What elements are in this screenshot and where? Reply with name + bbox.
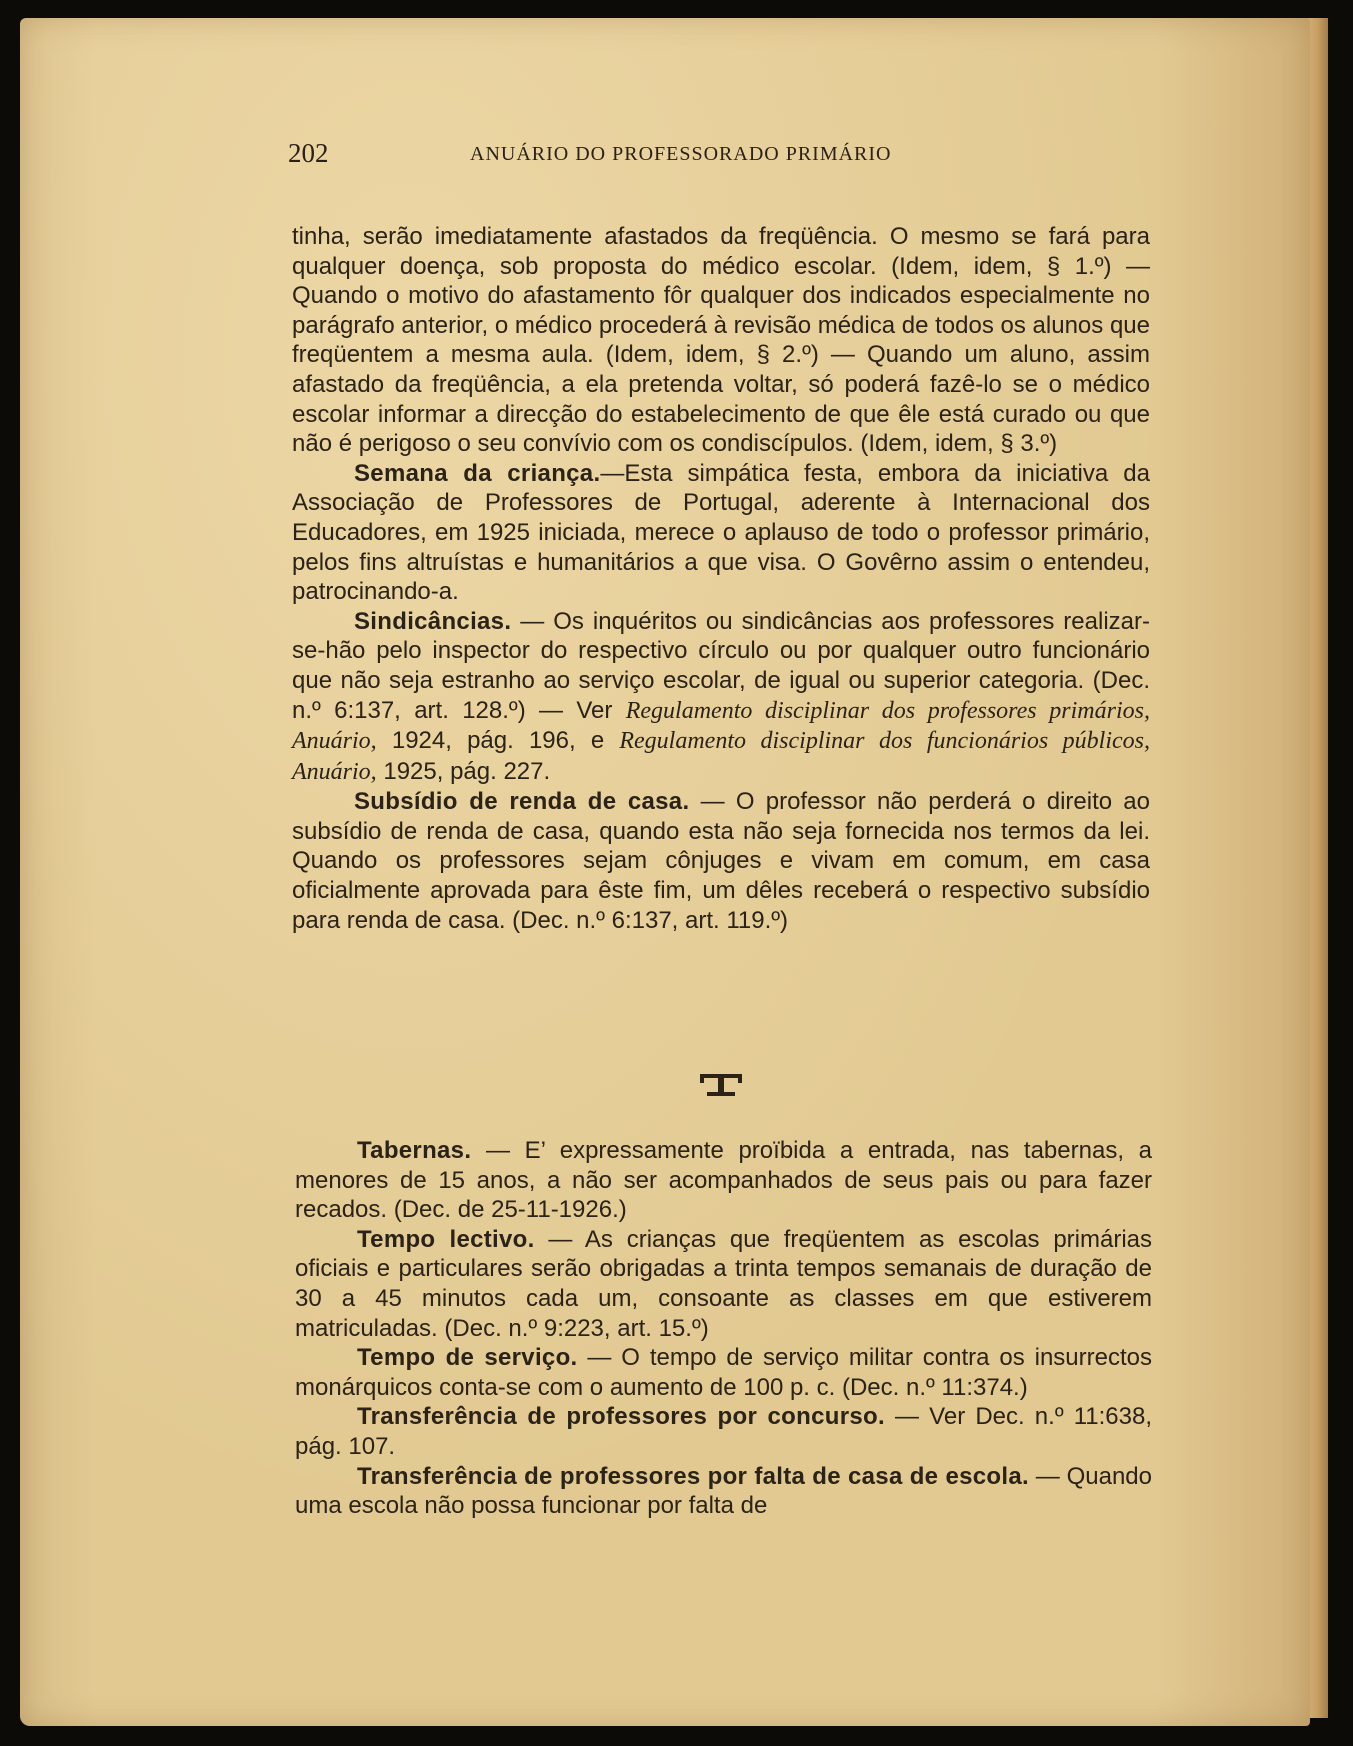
text-block-lower bbox=[295, 1136, 1152, 1521]
entry-text: — Os inquéritos ou sindicâncias aos professores realizar-se-hão pelo inspector do respectivo círculo ou por qualquer outro funcionário que não seja estranho ao serviço escolar, de igual ou superior categoria. (Dec. n.º 6:137, art. 128.º) — Ver bbox=[292, 607, 1150, 724]
paragraph-continuation: tinha, serão imediatamente afastados da freqüência. O mesmo se fará para qualquer doença, sob proposta do médico escolar. (Idem, idem, § 1.º) — Quando o motivo do afastamento fôr qualquer dos indicados especialmente no parágrafo anterior, o médico procederá à revisão médica de todos os alunos que freqüentem a mesma aula. (Idem, idem, § 2.º) — Quando um aluno, assim afastado da freqüência, a ela pretenda voltar, só poderá fazê-lo se o médico escolar informar a direcção do estabelecimento de que êle está curado ou que não é perigoso o seu convívio com os condiscípulos. (Idem, idem, § 3.º) bbox=[292, 223, 1150, 458]
entry-text: — As crianças que freqüentem as escolas primárias oficiais e particulares serão obrigadas a trinta tempos semanais de duração de 30 a 45 minutos cada um, consoante as classes em que estiverem matriculadas. (Dec. n.º 9:223, art. 15.º) bbox=[295, 1225, 1152, 1342]
paragraph-semana-da-crianca bbox=[292, 459, 1150, 607]
entry-text: — O professor não perderá o direito ao subsídio de renda de casa, quando esta não seja fornecida nos termos da lei. Quando os professores sejam cônjuges e vivam em comum, em casa oficialmente aprovada para êste fim, um dêles receberá o respectivo subsídio para renda de casa. (Dec. n.º 6:137, art. 119.º) bbox=[292, 788, 1151, 934]
entry-term: Tabernas. bbox=[357, 1137, 472, 1164]
paragraph-transferencia-concurso bbox=[295, 1402, 1152, 1461]
paragraph-tabernas bbox=[295, 1136, 1152, 1225]
entry-term: Tempo lectivo. bbox=[357, 1225, 535, 1253]
entry-text: 1924, pág. 196, e bbox=[376, 727, 620, 755]
entry-text: —Esta simpática festa, embora da iniciativa da Associação de Professores de Portugal, aderente à Internacional dos Educadores, em 1925 iniciada, merece o aplauso de todo o professor primário, pelos fins altruístas e humanitários a que visa. O Govêrno assim o entendeu, patrocinando-a. bbox=[292, 459, 1150, 606]
paragraph-tempo-de-servico bbox=[295, 1343, 1152, 1402]
entry-text: — Ver Dec. n.º 11:638, pág. 107. bbox=[295, 1403, 1152, 1460]
paragraph-subsidio-de-renda bbox=[292, 787, 1150, 935]
paragraph-sindicancias bbox=[292, 607, 1150, 788]
reference-title: Regulamento disciplinar dos professores primários, Anuário, bbox=[292, 697, 1150, 755]
section-letter-t bbox=[699, 1072, 743, 1100]
reference-title: Regulamento disciplinar dos funcionários públicos, Anuário, bbox=[292, 728, 1151, 785]
page-header bbox=[288, 138, 968, 174]
entry-text: — O tempo de serviço militar contra os insurrectos monárquicos conta-se com o aumento de 100 p. c. (Dec. n.º 11:374.) bbox=[295, 1344, 1152, 1401]
entry-term: Tempo de serviço. bbox=[357, 1344, 578, 1372]
entry-text: 1925, pág. 227. bbox=[376, 757, 551, 785]
entry-text: — Quando uma escola não possa funcionar por falta de bbox=[295, 1462, 1152, 1520]
entry-term: Transferência de professores por concurso. bbox=[357, 1403, 885, 1431]
paragraph-tempo-lectivo bbox=[295, 1225, 1152, 1343]
entry-term: Semana da criança. bbox=[354, 459, 601, 487]
entry-term: Sindicâncias. bbox=[354, 607, 512, 635]
paragraph-transferencia-falta-casa bbox=[295, 1462, 1152, 1521]
section-letter-icon bbox=[699, 1072, 743, 1100]
entry-term: Subsídio de renda de casa. bbox=[354, 788, 690, 816]
running-title: ANUÁRIO DO PROFESSORADO PRIMÁRIO bbox=[470, 143, 892, 165]
entry-text: — E’ expressamente proïbida a entrada, nas tabernas, a menores de 15 anos, a não ser acompanhados de seus pais ou para fazer recados. (Dec. de 25-11-1926.) bbox=[295, 1137, 1152, 1224]
page-number: 202 bbox=[288, 138, 329, 168]
text-block-upper bbox=[292, 222, 1150, 935]
entry-term: Transferência de professores por falta de casa de escola. bbox=[357, 1462, 1029, 1490]
